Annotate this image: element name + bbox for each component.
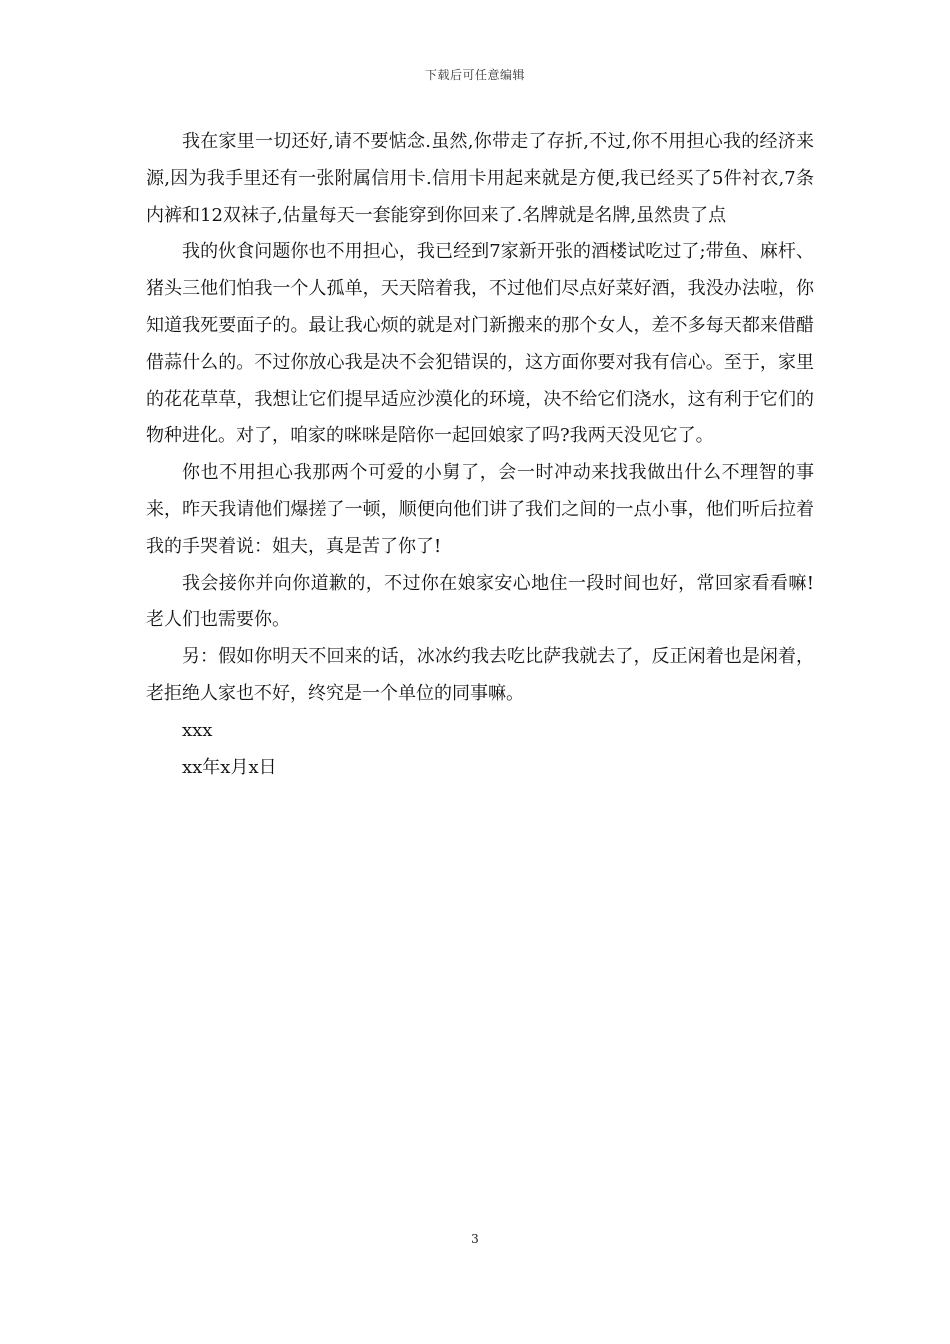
paragraph-2: 我的伙食问题你也不用担心，我已经到7家新开张的酒楼试吃过了;带鱼、麻杆、猪头三他们怕我一个人孤单，天天陪着我，不过他们尽点好菜好酒，我没办法啦，你知道我死要面子的。最让我心烦的就是对门新搬来的那个女人，差不多每天都来借醋借蒜什么的。不过你放心我是决不会犯错误的，这方面你要对我有信心。至于，家里的花花草草，我想让它们提早适应沙漠化的环境，决不给它们浇水，这有利于它们的物种进化。对了，咱家的咪咪是陪你一起回娘家了吗?我两天没见它了。	[146, 241, 814, 447]
paragraph-5: 另：假如你明天不回来的话，冰冰约我去吃比萨我就去了，反正闲着也是闲着，老拒绝人家也不好，终究是一个单位的同事嘛。	[146, 646, 814, 704]
signature: xxx	[182, 719, 213, 741]
paragraph-1: 我在家里一切还好,请不要惦念.虽然,你带走了存折,不过,你不用担心我的经济来源,因为我手里还有一张附属信用卡.信用卡用起来就是方便,我已经买了5件衬衣,7条内裤和12双袜子,估量每天一套能穿到你回来了.名牌就是名牌,虽然贵了点	[146, 131, 814, 226]
letter-date: xx年x月x日	[182, 756, 277, 778]
page-header: 下载后可任意编辑	[424, 68, 525, 82]
page-number: 3	[471, 1232, 479, 1246]
letter-body	[146, 124, 814, 786]
paragraph-4: 我会接你并向你道歉的，不过你在娘家安心地住一段时间也好，常回家看看嘛!老人们也需要你。	[146, 572, 814, 631]
paragraph-3: 你也不用担心我那两个可爱的小舅了，会一时冲动来找我做出什么不理智的事来，昨天我请他们爆搓了一顿，顺便向他们讲了我们之间的一点小事，他们听后拉着我的手哭着说：姐夫，真是苦了你了!	[146, 462, 814, 557]
